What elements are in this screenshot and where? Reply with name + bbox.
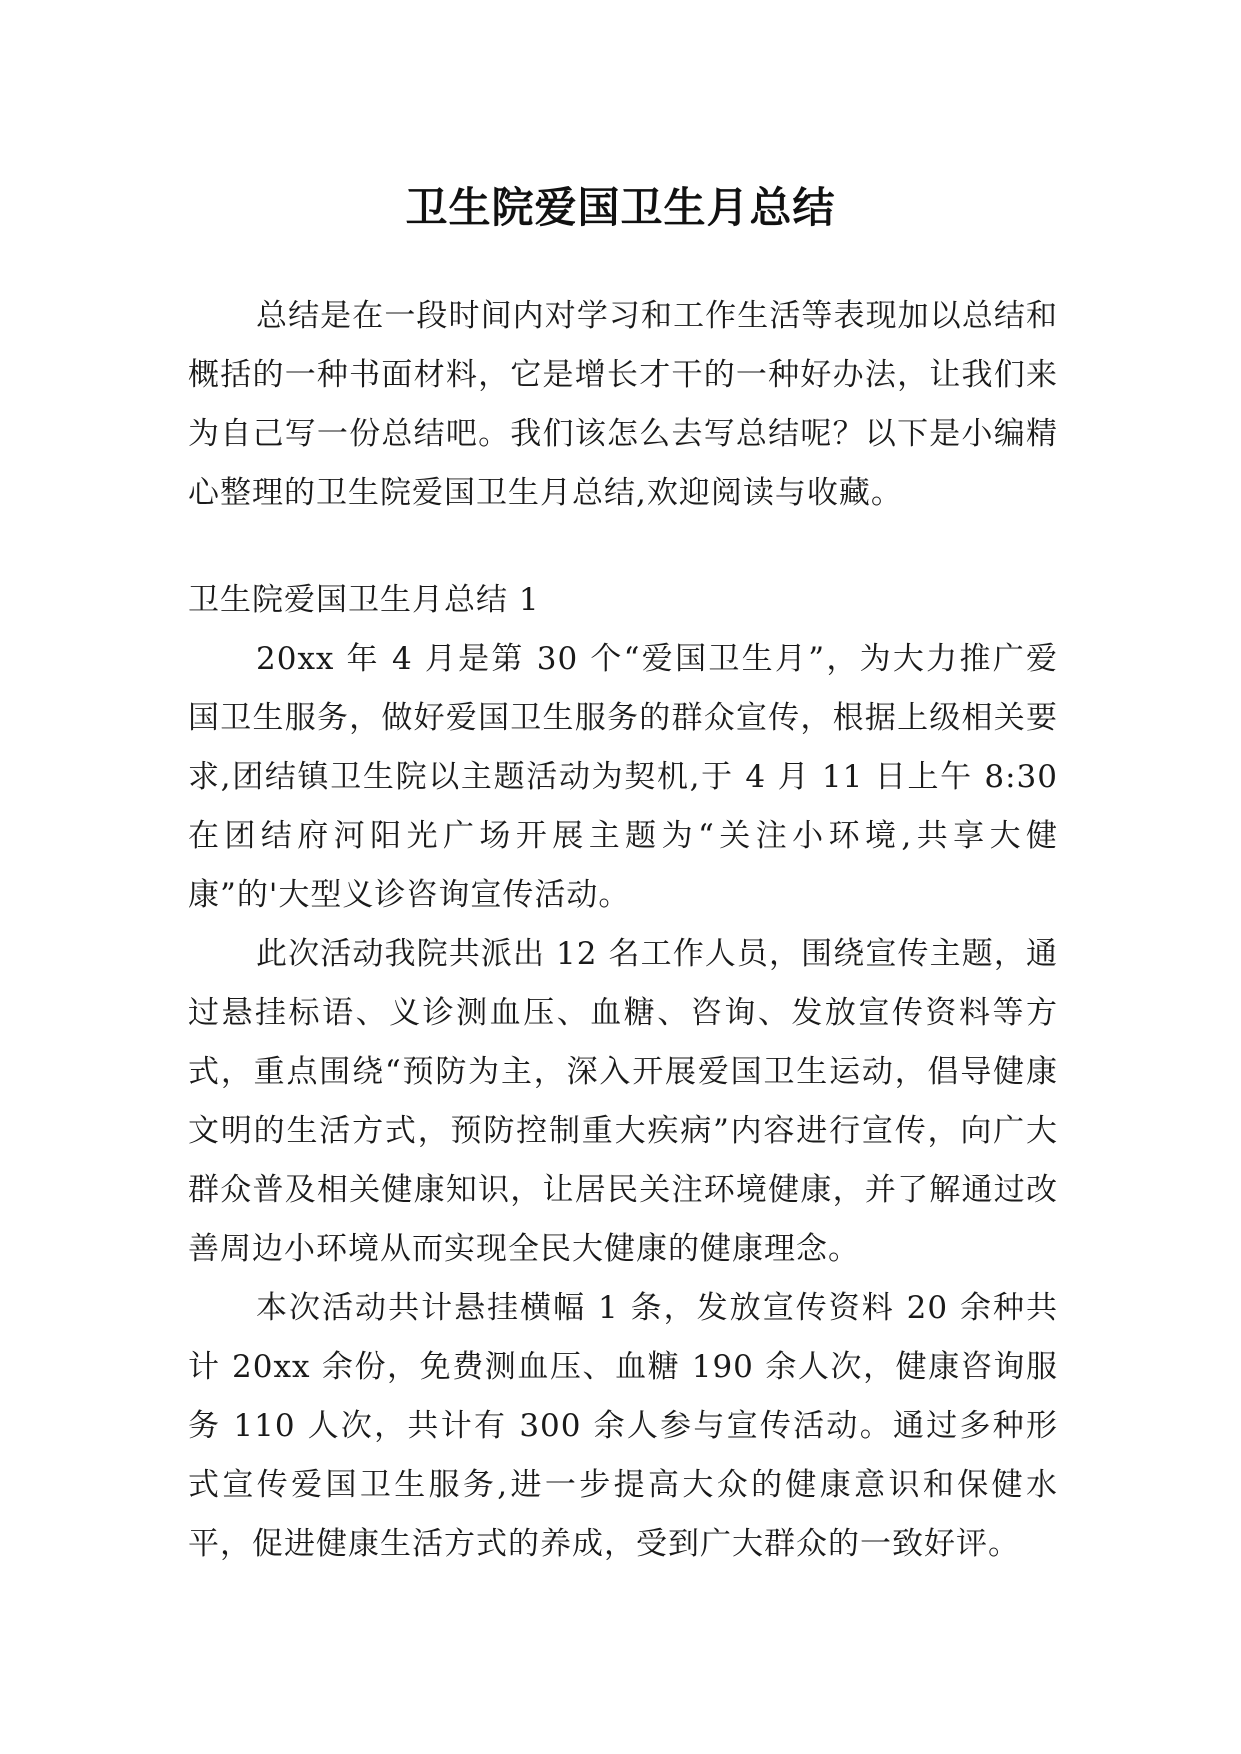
body-paragraph: 20xx 年 4 月是第 30 个“爱国卫生月”，为大力推广爱国卫生服务，做好爱国卫生服务的群众宣传，根据上级相关要求,团结镇卫生院以主题活动为契机,于 4 月 11 日上午 8:30 在团结府河阳光广场开展主题为“关注小环境,共享大健康”的'大型义诊咨询宣传活动。 — [188, 641, 1058, 913]
intro-paragraph: 总结是在一段时间内对学习和工作生活等表现加以总结和概括的一种书面材料，它是增长才干的一种好办法，让我们来为自己写一份总结吧。我们该怎么去写总结呢？以下是小编精心整理的卫生院爱国卫生月总结,欢迎阅读与收藏。 — [188, 298, 1058, 511]
body-paragraph: 本次活动共计悬挂横幅 1 条，发放宣传资料 20 余种共计 20xx 余份，免费测血压、血糖 190 余人次，健康咨询服务 110 人次，共计有 300 余人参与宣传活动。通过多种形式宣传爱国卫生服务,进一步提高大众的健康意识和保健水平，促进健康生活方式的养成，受到广大群众的一致好评。 — [188, 1290, 1058, 1562]
document-title: 卫生院爱国卫生月总结 — [405, 183, 836, 233]
section-heading: 卫生院爱国卫生月总结 1 — [188, 582, 540, 618]
section-block — [188, 571, 1058, 1574]
intro-block — [188, 287, 1058, 523]
body-paragraph: 此次活动我院共派出 12 名工作人员，围绕宣传主题，通过悬挂标语、义诊测血压、血糖、咨询、发放宣传资料等方式，重点围绕“预防为主，深入开展爱国卫生运动，倡导健康文明的生活方式，预防控制重大疾病”内容进行宣传，向广大群众普及相关健康知识，让居民关注环境健康，并了解通过改善周边小环境从而实现全民大健康的健康理念。 — [188, 936, 1058, 1267]
